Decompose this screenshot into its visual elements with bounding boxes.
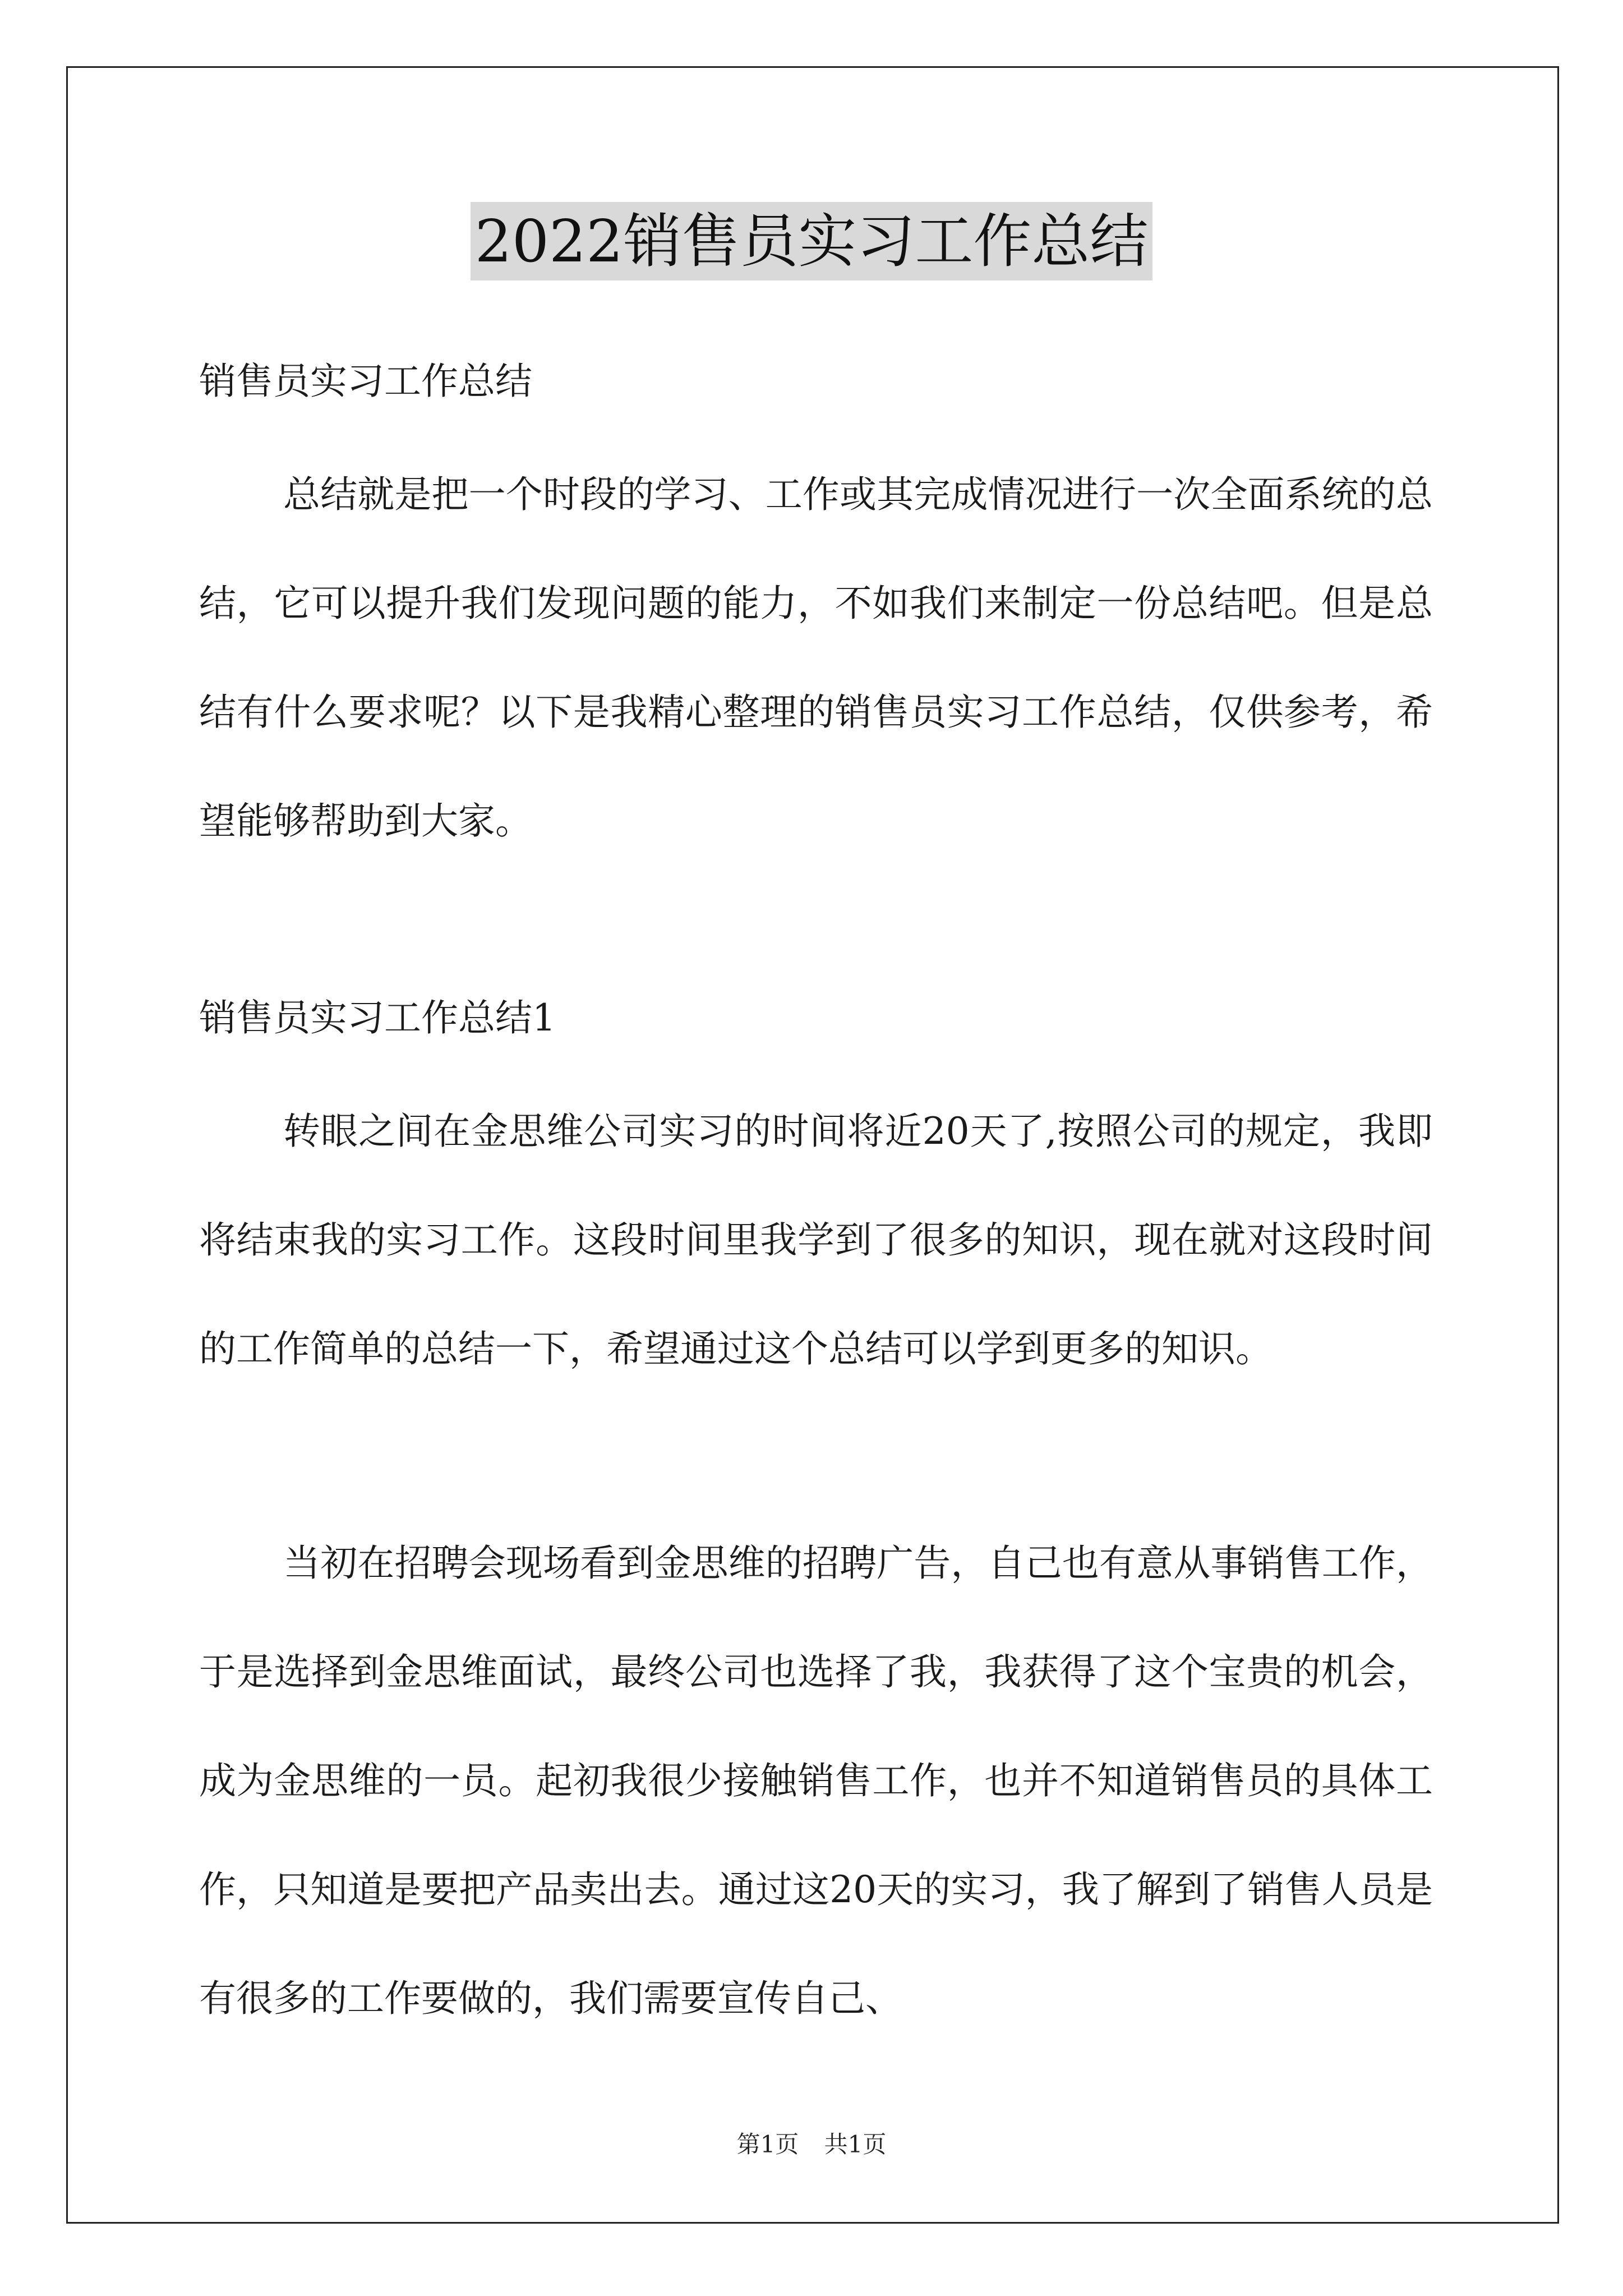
section1-heading: 销售员实习工作总结1 [199,996,556,1039]
section1-paragraph-2: 当初在招聘会现场看到金思维的招聘广告，自己也有意从事销售工作，于是选择到金思维面试，最终公司也选择了我，我获得了这个宝贵的机会，成为金思维的一员。起初我很少接触销售工作，也并不知道销售员的具体工作，只知道是要把产品卖出去。通过这20天的实习，我了解到了销售人员是有很多的工作要做的，我们需要宣传自己、 [199,1542,1433,2020]
main-heading: 销售员实习工作总结 [199,360,532,403]
page-footer [0,2126,1623,2160]
page-total: 共1页 [824,2131,887,2158]
document-title-wrap [0,202,1623,280]
section1-paragraph-1: 转眼之间在金思维公司实习的时间将近20天了,按照公司的规定，我即将结束我的实习工作。这段时间里我学到了很多的知识，现在就对这段时间的工作简单的总结一下，希望通过这个总结可以学到更多的知识。 [199,1110,1433,1370]
document-title: 2022销售员实习工作总结 [471,202,1153,280]
page-current: 第1页 [736,2131,799,2158]
intro-paragraph: 总结就是把一个时段的学习、工作或其完成情况进行一次全面系统的总结，它可以提升我们发现问题的能力，不如我们来制定一份总结吧。但是总结有什么要求呢？以下是我精心整理的销售员实习工作总结，仅供参考，希望能够帮助到大家。 [199,473,1433,843]
